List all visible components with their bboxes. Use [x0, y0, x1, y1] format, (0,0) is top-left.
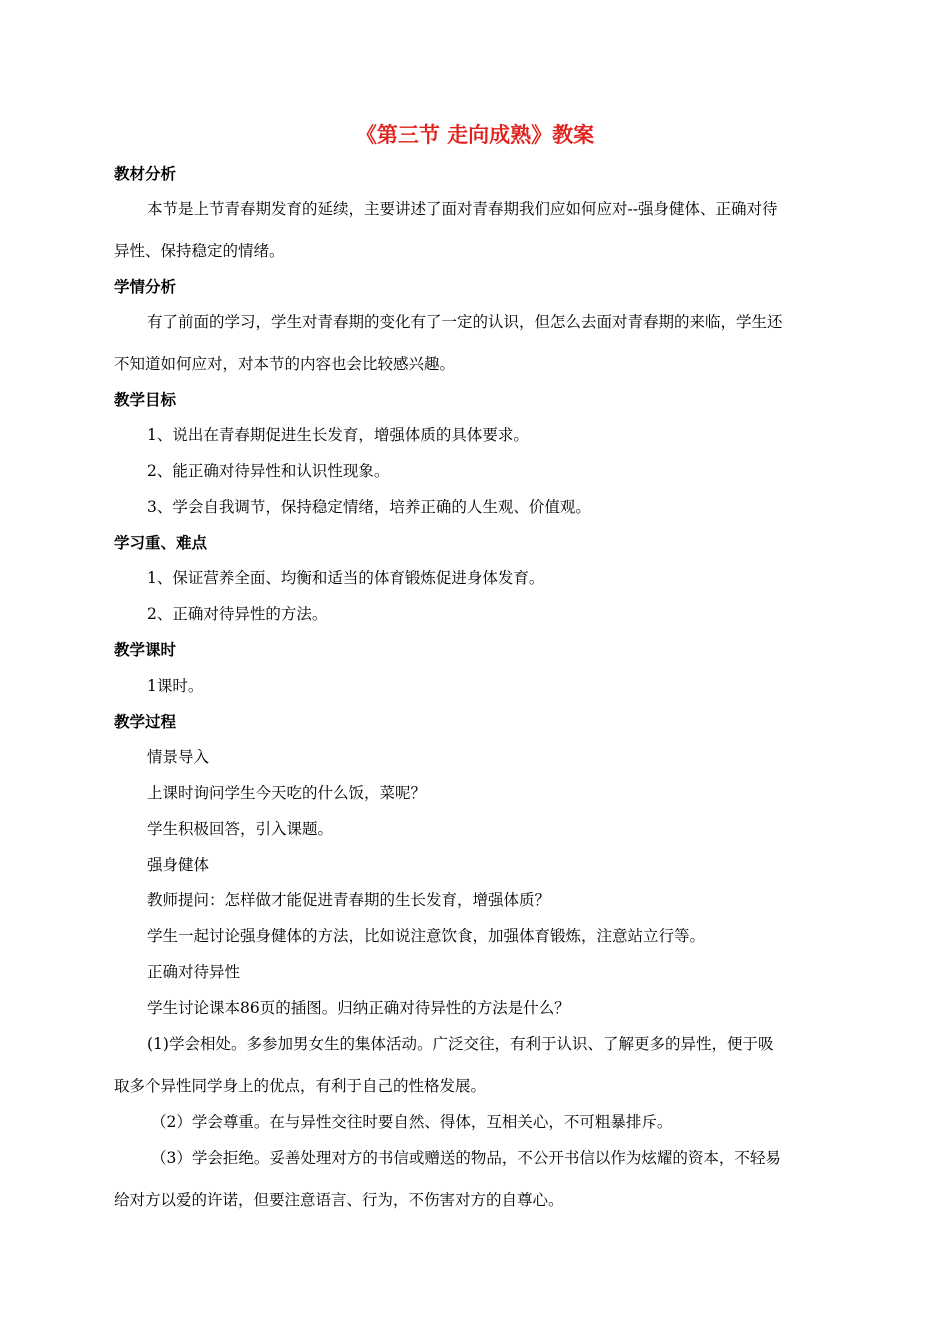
process-subheading: 正确对待异性	[147, 963, 241, 981]
heading-class-hours: 教学课时	[114, 641, 177, 659]
process-line: 学生一起讨论强身健体的方法，比如说注意饮食，加强体育锻炼，注意站立行等。	[147, 927, 706, 945]
process-line: （3）学会拒绝。妥善处理对方的书信或赠送的物品，不公开书信以作为炫耀的资本，不轻易	[151, 1149, 781, 1167]
process-line: 教师提问：怎样做才能促进青春期的生长发育，增强体质？	[147, 891, 551, 909]
process-subheading: 强身健体	[147, 856, 210, 874]
key-point-item: 1、保证营养全面、均衡和适当的体育锻炼促进身体发育。	[147, 569, 545, 587]
heading-teaching-goals: 教学目标	[114, 391, 177, 409]
process-line: (1)学会相处。多参加男女生的集体活动。广泛交往，有利于认识、了解更多的异性，便于吸	[147, 1035, 774, 1053]
process-line: （2）学会尊重。在与异性交往时要自然、得体，互相关心，不可粗暴排斥。	[151, 1113, 673, 1131]
paragraph-line: 异性、保持稳定的情绪。	[114, 242, 285, 260]
process-line: 取多个异性同学身上的优点，有利于自己的性格发展。	[114, 1077, 487, 1095]
paragraph-line: 有了前面的学习，学生对青春期的变化有了一定的认识，但怎么去面对青春期的来临，学生还	[147, 313, 783, 331]
heading-learner-analysis: 学情分析	[114, 278, 177, 296]
heading-key-points: 学习重、难点	[114, 534, 208, 552]
goal-item: 2、能正确对待异性和认识性现象。	[147, 462, 390, 480]
paragraph-line: 本节是上节青春期发育的延续，主要讲述了面对青春期我们应如何应对--强身健体、正确对待	[147, 200, 778, 218]
heading-teaching-process: 教学过程	[114, 713, 177, 731]
key-point-item: 2、正确对待异性的方法。	[147, 605, 328, 623]
process-line: 上课时询问学生今天吃的什么饭，菜呢？	[147, 784, 427, 802]
paragraph-line: 不知道如何应对，对本节的内容也会比较感兴趣。	[114, 355, 456, 373]
process-subheading: 情景导入	[147, 748, 210, 766]
process-line: 学生讨论课本86页的插图。归纳正确对待异性的方法是什么？	[147, 999, 570, 1017]
heading-textbook-analysis: 教材分析	[114, 165, 177, 183]
process-line: 给对方以爱的许诺，但要注意语言、行为，不伤害对方的自尊心。	[114, 1191, 564, 1209]
class-hours-text: 1课时。	[147, 677, 204, 695]
goal-item: 1、说出在青春期促进生长发育，增强体质的具体要求。	[147, 426, 529, 444]
goal-item: 3、学会自我调节，保持稳定情绪，培养正确的人生观、价值观。	[147, 498, 591, 516]
process-line: 学生积极回答，引入课题。	[147, 820, 334, 838]
document-title: 《第三节 走向成熟》教案	[355, 123, 595, 147]
